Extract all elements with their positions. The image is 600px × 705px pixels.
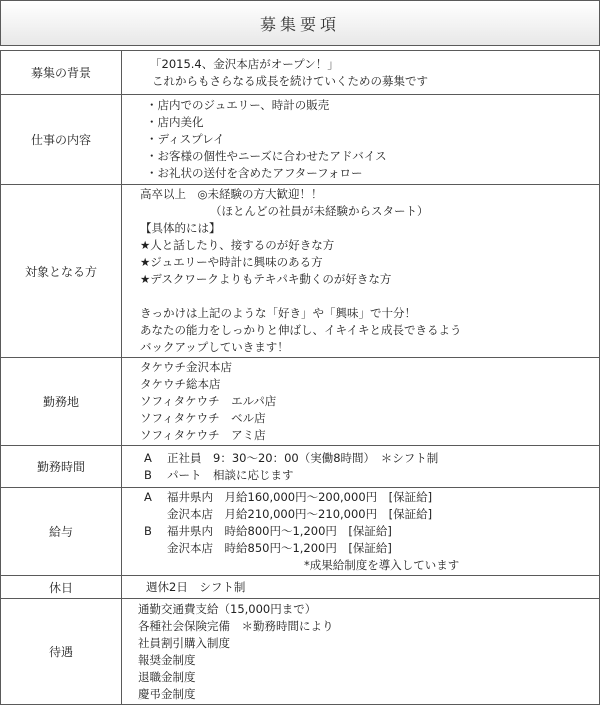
row-content [122,185,600,358]
content-line: B パート 相談に応じます [144,467,294,482]
content-line: ソフィタケウチ ベル店 [140,411,266,425]
row-content [122,51,600,95]
row-label: 仕事の内容 [1,95,122,185]
content-line: 退職金制度 [138,669,196,684]
page-title: 募集要項 [259,14,340,34]
content-line: ・店内美化 [146,115,204,129]
content-line: 「2015.4、金沢本店がオープン！」 [150,56,339,71]
row-content [122,358,600,446]
requirements-table [0,50,600,705]
content-line: ・店内でのジュエリー、時計の販売 [146,98,330,112]
content-line: バックアップしていきます！ [140,340,289,354]
row-label: 待遇 [1,599,122,705]
content-line: 金沢本店 月給210,000円～210,000円 [保証給] [167,507,433,521]
table-row-target [1,185,600,358]
table-row-benefits [1,599,600,705]
content-line: ★人と話したり、接するのが好きな方 [140,238,335,252]
row-content [122,576,600,599]
content-line: タケウチ金沢本店 [140,360,232,374]
content-line: 慶弔金制度 [138,686,196,701]
row-content [122,599,600,705]
content-line: *成果給制度を導入しています [304,558,460,572]
content-line: ・ディスプレイ [146,132,225,146]
table-row-holidays [1,576,600,599]
content-line: ★ジュエリーや時計に興味のある方 [140,255,323,269]
content-line: （ほとんどの社員が未経験からスタート） [210,204,429,218]
table-row-salary [1,488,600,576]
content-line: 社員割引購入制度 [138,635,230,650]
content-line: 【具体的には】 [140,221,221,235]
spacer [140,288,599,305]
content-line: ・お礼状の送付を含めたアフターフォロー [146,166,363,180]
content-line: 通勤交通費支給（15,000円まで） [138,601,317,616]
content-line: A 正社員 9：30～20：00（実働8時間） ＊シフト制 [144,450,439,465]
table-row-location [1,358,600,446]
content-line: ・お客様の個性やニーズに合わせたアドバイス [146,149,387,163]
content-line: ソフィタケウチ エルパ店 [140,394,277,408]
content-line: これからもさらなる成長を続けていくための募集です [152,73,428,88]
row-label: 給与 [1,488,122,576]
content-line: A 福井県内 月給160,000円～200,000円 [保証給] [144,490,433,504]
table-row-job-content [1,95,600,185]
row-content [122,488,600,576]
content-line: ★デスクワークよりもテキパキ動くのが好きな方 [140,272,392,286]
content-line: あなたの能力をしっかりと伸ばし、イキイキと成長できるよう [140,323,462,337]
content-line: きっかけは上記のような「好き」や「興味」で十分！ [140,306,416,320]
title-bar [0,0,600,46]
row-label: 募集の背景 [1,51,122,95]
content-line: 報奨金制度 [138,652,196,667]
row-label: 勤務時間 [1,446,122,488]
row-label: 対象となる方 [1,185,122,358]
content-line: 高卒以上 ◎未経験の方大歓迎！！ [140,187,323,201]
row-content [122,446,600,488]
content-line: 週休2日 シフト制 [146,579,246,594]
table-row-hours [1,446,600,488]
table-row-background [1,51,600,95]
content-line: ソフィタケウチ アミ店 [140,428,266,442]
content-line: 金沢本店 時給850円～1,200円 [保証給] [167,541,392,555]
content-line: B 福井県内 時給800円～1,200円 [保証給] [144,524,392,538]
row-content [122,95,600,185]
row-label: 勤務地 [1,358,122,446]
row-label: 休日 [1,576,122,599]
content-line: タケウチ総本店 [140,377,221,391]
content-line: 各種社会保険完備 ＊勤務時間により [138,618,334,633]
